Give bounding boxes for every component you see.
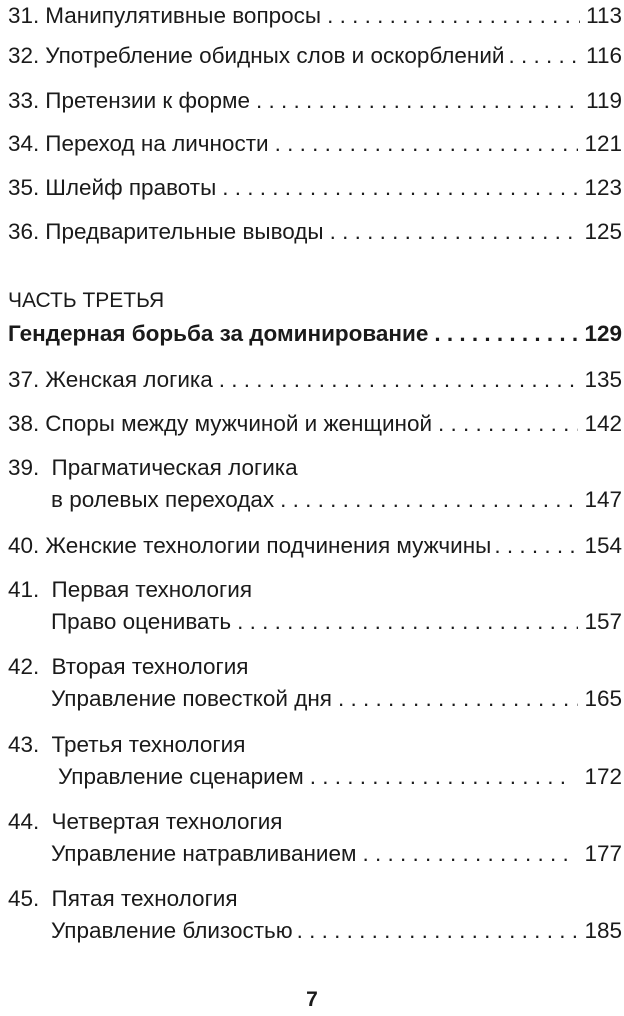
toc-entry[interactable] [8, 530, 622, 562]
dot-leader [327, 0, 580, 32]
entry-title: Шлейф правоты [45, 175, 217, 200]
entry-number: 43. [8, 732, 40, 757]
entry-number: 45. [8, 886, 40, 911]
entry-title: Манипулятивные вопросы [45, 3, 322, 28]
toc-entry[interactable] [8, 216, 622, 248]
part-title: Гендерная борьба за доминирование [8, 321, 429, 346]
dot-leader [338, 683, 578, 715]
entry-title: Переход на личности [45, 131, 269, 156]
entry-number: 39. [8, 455, 40, 480]
toc-entry-second-line[interactable] [51, 683, 622, 715]
dot-leader [494, 530, 581, 562]
toc-entry-second-line[interactable] [58, 761, 622, 793]
entry-page: 147 [584, 487, 622, 512]
toc-entry-first-line[interactable] [8, 574, 622, 606]
entry-number: 38. [8, 411, 40, 436]
entry-title: Первая технология [51, 577, 253, 602]
entry-number: 36. [8, 219, 40, 244]
entry-title: Женские технологии подчинения мужчины [45, 533, 492, 558]
entry-title: Употребление обидных слов и оскорблений [45, 43, 505, 68]
entry-title: Предварительные выводы [45, 219, 324, 244]
entry-title: Прагматическая логика [51, 455, 298, 480]
dot-leader [330, 216, 579, 248]
dot-leader [222, 172, 578, 204]
entry-page: 185 [584, 918, 622, 943]
entry-subtitle: в ролевых переходах [51, 487, 275, 512]
dot-leader [280, 484, 578, 516]
toc-entry-first-line[interactable] [8, 806, 622, 838]
part-title-entry[interactable] [8, 318, 622, 350]
entry-page: 172 [584, 764, 622, 789]
toc-entry[interactable] [8, 0, 622, 32]
entry-title: Четвертая технология [51, 809, 283, 834]
entry-title: Третья технология [51, 732, 246, 757]
toc-entry-first-line[interactable] [8, 651, 622, 683]
entry-page: 116 [586, 43, 622, 68]
toc-entry-second-line[interactable] [51, 484, 622, 516]
page-number: 7 [306, 988, 318, 1011]
entry-title: Женская логика [45, 367, 213, 392]
entry-number: 32. [8, 43, 40, 68]
toc-entry-second-line[interactable] [51, 606, 622, 638]
dot-leader [310, 761, 575, 793]
toc-entry[interactable] [8, 408, 622, 440]
entry-subtitle: Управление повесткой дня [51, 686, 332, 711]
part-page: 129 [584, 321, 622, 346]
toc-entry[interactable] [8, 364, 622, 396]
dot-leader [275, 128, 579, 160]
dot-leader [297, 915, 581, 947]
entry-number: 31. [8, 3, 40, 28]
entry-page: 119 [586, 88, 622, 113]
toc-entry-first-line[interactable] [8, 729, 622, 761]
dot-leader [219, 364, 579, 396]
entry-page: 165 [584, 686, 622, 711]
toc-entry-first-line[interactable] [8, 452, 622, 484]
entry-page: 121 [584, 131, 622, 156]
entry-number: 41. [8, 577, 40, 602]
toc-entry-first-line[interactable] [8, 883, 622, 915]
entry-subtitle: Управление близостью [51, 918, 293, 943]
entry-page: 123 [584, 175, 622, 200]
dot-leader [438, 408, 578, 440]
entry-page: 177 [584, 841, 622, 866]
toc-entry[interactable] [8, 40, 622, 72]
entry-number: 33. [8, 88, 40, 113]
entry-page: 157 [584, 609, 622, 634]
dot-leader [362, 838, 574, 870]
entry-page: 142 [584, 411, 622, 436]
toc-entry[interactable] [8, 128, 622, 160]
entry-page: 125 [584, 219, 622, 244]
entry-number: 42. [8, 654, 40, 679]
entry-title: Претензии к форме [45, 88, 251, 113]
dot-leader [256, 85, 580, 117]
entry-title: Вторая технология [51, 654, 249, 679]
dot-leader [237, 606, 578, 638]
entry-page: 154 [584, 533, 622, 558]
entry-page: 113 [586, 3, 622, 28]
dot-leader [434, 318, 578, 350]
entry-number: 44. [8, 809, 40, 834]
toc-entry-second-line[interactable] [51, 915, 622, 947]
part-label: ЧАСТЬ ТРЕТЬЯ [8, 289, 165, 312]
entry-subtitle: Право оценивать [51, 609, 232, 634]
entry-subtitle: Управление натравливанием [51, 841, 357, 866]
toc-entry[interactable] [8, 85, 622, 117]
toc-entry-second-line[interactable] [51, 838, 622, 870]
entry-number: 37. [8, 367, 40, 392]
entry-page: 135 [584, 367, 622, 392]
dot-leader [508, 40, 582, 72]
entry-title: Споры между мужчиной и женщиной [45, 411, 433, 436]
entry-subtitle: Управление сценарием [58, 764, 304, 789]
entry-number: 40. [8, 533, 40, 558]
entry-number: 35. [8, 175, 40, 200]
toc-entry[interactable] [8, 172, 622, 204]
entry-number: 34. [8, 131, 40, 156]
entry-title: Пятая технология [51, 886, 238, 911]
